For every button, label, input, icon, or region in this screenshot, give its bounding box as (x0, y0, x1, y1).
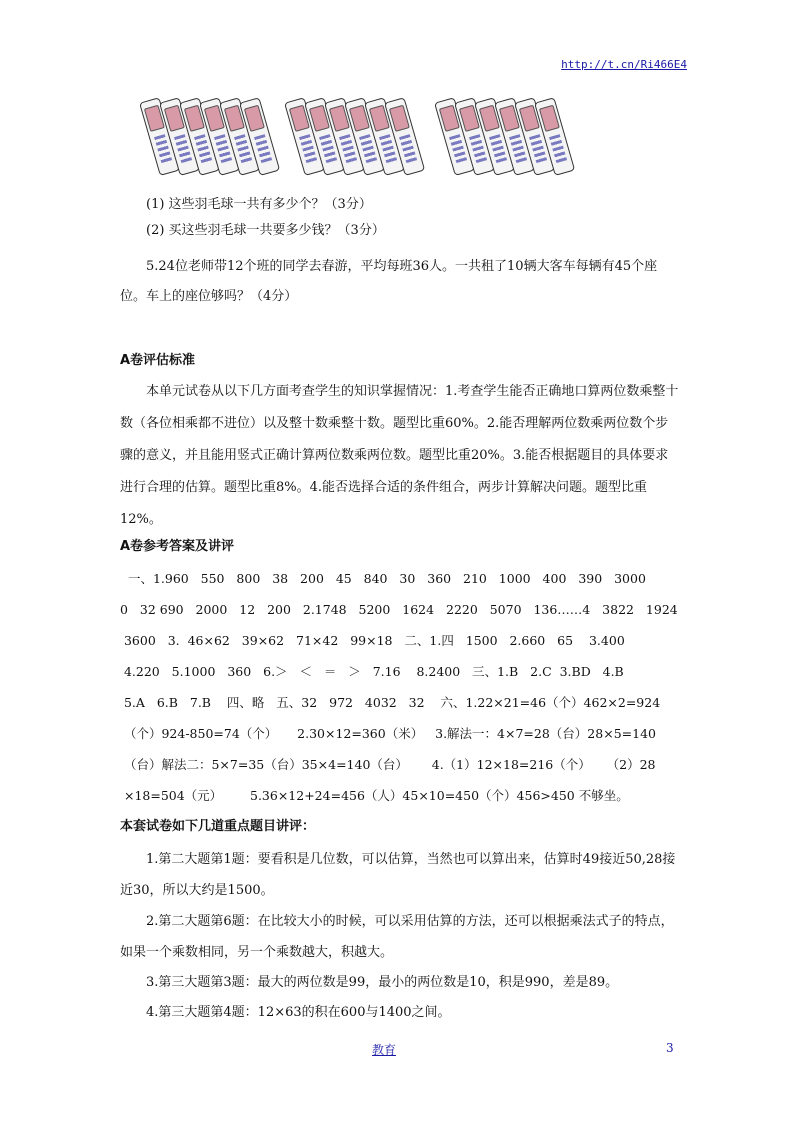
section-a-eval-body: 本单元试卷从以下几方面考查学生的知识掌握情况：1.考查学生能否正确地口算两位数乘整十数（各位相乘都不进位）以及整十数乘整十数。题型比重60%。2.能否理解两位数乘两位数个步骤的意义，并且能用竖式正确计算两位数乘两位数。题型比重20%。3.能否根据题目的具体要求进行合理的估算。题型比重8%。4.能否选择合适的条件组合，两步计算解决问题。题型比重12%。 (120, 384, 679, 527)
answer-line: 一、1.960 550 800 38 200 45 840 30 360 210 1000 400 390 3000 (120, 571, 646, 586)
key-item-3: 3.第三大题第3题：最大的两位数是99，最小的两位数是10，积是990，差是89。 (146, 975, 619, 990)
page-number: 3 (666, 1041, 674, 1055)
answer-line: （个）924-850=74（个） 2.30×12=360（米） 3.解法一：4×7=28（台）28×5=140 (120, 726, 656, 741)
question-4-part-2: (2) 买这些羽毛球一共要多少钱？（3分） (146, 223, 385, 238)
key-item-4: 4.第三大题第4题：12×63的积在600与1400之间。 (146, 1005, 451, 1020)
answer-line: （台）解法二：5×7=35（台）35×4=140（台） 4.（1）12×18=216（个） （2）28 (120, 757, 656, 772)
section-a-eval-title: A卷评估标准 (120, 353, 196, 368)
answer-line: ×18=504（元） 5.36×12+24=456（人）45×10=450（个）456>450 不够坐。 (120, 788, 629, 803)
shuttlecock-group-3 (445, 92, 590, 184)
shuttlecock-tubes-image (150, 92, 600, 188)
answer-line: 3600 3. 46×62 39×62 71×42 99×18 二、1.四 1500 2.660 65 3.400 (120, 633, 625, 648)
key-item-2: 2.第二大题第6题：在比较大小的时候，可以采用估算的方法，还可以根据乘法式子的特点，如果一个乘数相同，另一个乘数越大，积越大。 (120, 914, 674, 960)
answer-line: 5.A 6.B 7.B 四、略 五、32 972 4032 32 六、1.22×21=46（个）462×2=924 (120, 695, 661, 710)
answer-line: 0 32 690 2000 12 200 2.1748 5200 1624 2220 5070 136……4 3822 1924 (120, 602, 678, 617)
section-a-answers-body (120, 563, 680, 811)
key-item-1: 1.第二大题第1题：要看积是几位数，可以估算，当然也可以算出来，估算时49接近50,28接近30，所以大约是1500。 (120, 852, 676, 898)
key-questions-title: 本套试卷如下几道重点题目讲评： (120, 819, 316, 834)
question-4-part-1: (1) 这些羽毛球一共有多少个？（3分） (146, 197, 372, 212)
answer-line: 4.220 5.1000 360 6.＞ ＜ ＝ ＞ 7.16 8.2400 三、1.B 2.C 3.BD 4.B (120, 664, 624, 679)
footer-center-link[interactable]: 教育 (372, 1043, 397, 1057)
shuttlecock-group-1 (150, 92, 295, 184)
section-a-answers-title: A卷参考答案及讲评 (120, 539, 235, 554)
header-url-link[interactable]: http://t.cn/Ri466E4 (561, 58, 687, 71)
question-5: 5.24位老师带12个班的同学去春游，平均每班36人。一共租了10辆大客车每辆有45个座位。车上的座位够吗？（4分） (120, 259, 658, 304)
shuttlecock-group-2 (295, 92, 440, 184)
